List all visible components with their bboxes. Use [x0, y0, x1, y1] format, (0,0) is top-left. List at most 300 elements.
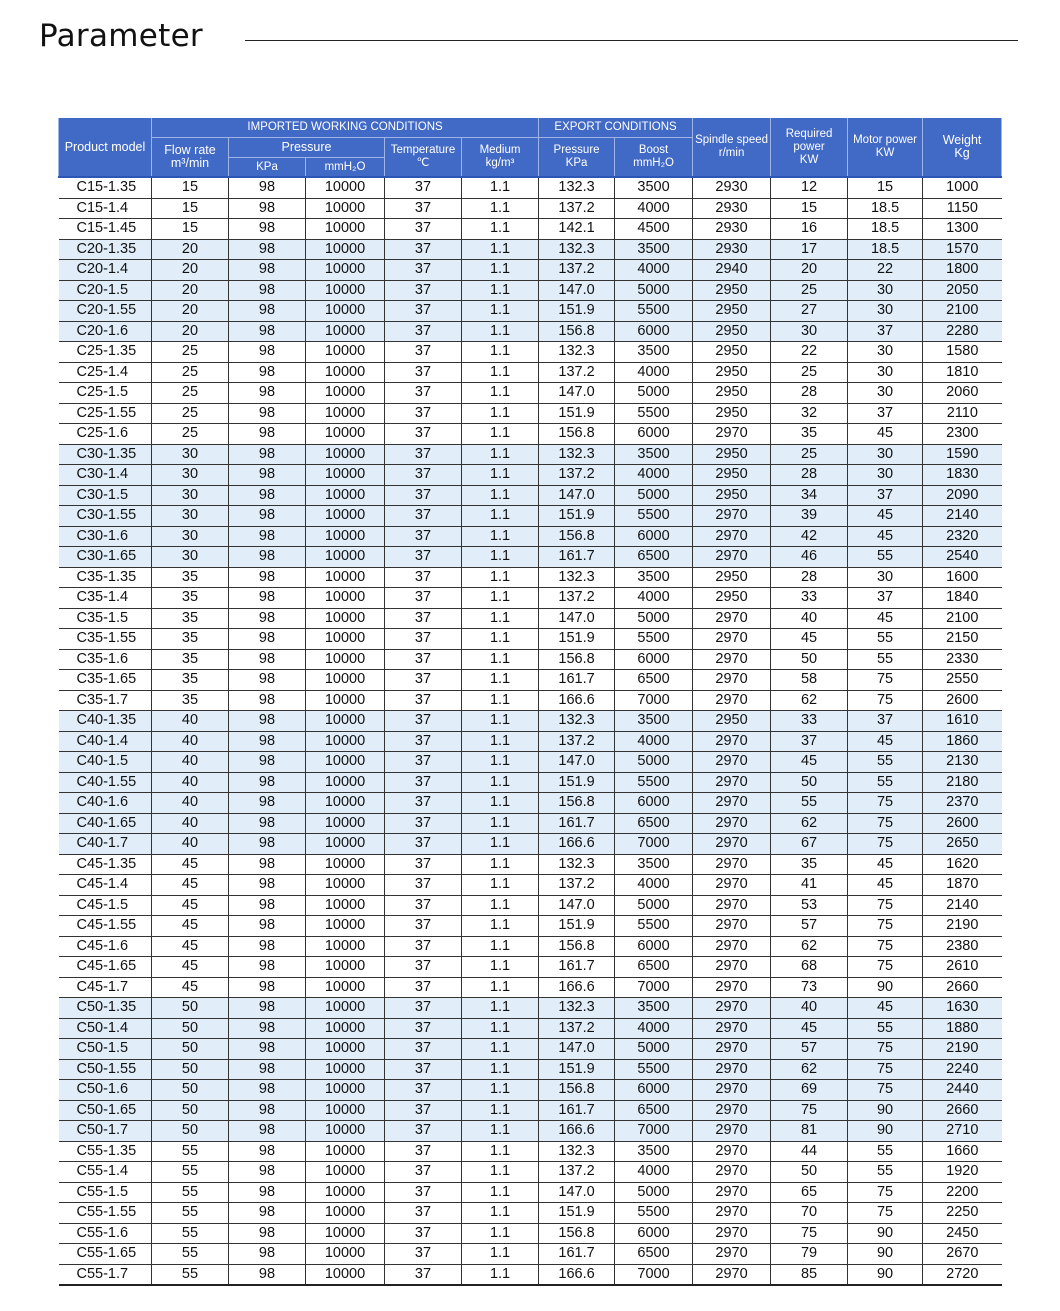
cell-temperature: 37 [385, 219, 462, 240]
cell-temperature: 37 [385, 875, 462, 896]
header-product-model: Product model [59, 118, 152, 177]
cell-required-power: 35 [771, 854, 848, 875]
cell-weight: 2710 [923, 1121, 1002, 1142]
cell-pressure-mmh2o: 10000 [306, 649, 385, 670]
cell-temperature: 37 [385, 506, 462, 527]
cell-export-pressure: 166.6 [539, 690, 615, 711]
cell-temperature: 37 [385, 752, 462, 773]
cell-flow-rate: 20 [152, 239, 229, 260]
cell-motor-power: 75 [848, 690, 923, 711]
cell-flow-rate: 55 [152, 1223, 229, 1244]
cell-flow-rate: 55 [152, 1244, 229, 1265]
cell-spindle-speed: 2950 [693, 321, 771, 342]
table-row [59, 711, 1002, 732]
cell-flow-rate: 15 [152, 177, 229, 198]
cell-weight: 2200 [923, 1182, 1002, 1203]
cell-pressure-mmh2o: 10000 [306, 711, 385, 732]
cell-medium: 1.1 [462, 1039, 539, 1060]
cell-medium: 1.1 [462, 1162, 539, 1183]
cell-required-power: 73 [771, 977, 848, 998]
cell-export-pressure: 132.3 [539, 998, 615, 1019]
cell-spindle-speed: 2970 [693, 1162, 771, 1183]
cell-pressure-mmh2o: 10000 [306, 1244, 385, 1265]
cell-temperature: 37 [385, 403, 462, 424]
cell-pressure-kpa: 98 [229, 1182, 306, 1203]
cell-export-pressure: 132.3 [539, 711, 615, 732]
cell-pressure-mmh2o: 10000 [306, 670, 385, 691]
page-title: Parameter [39, 18, 203, 54]
cell-pressure-mmh2o: 10000 [306, 1039, 385, 1060]
cell-motor-power: 30 [848, 444, 923, 465]
cell-temperature: 37 [385, 670, 462, 691]
cell-medium: 1.1 [462, 772, 539, 793]
table-row [59, 813, 1002, 834]
cell-motor-power: 37 [848, 711, 923, 732]
cell-temperature: 37 [385, 998, 462, 1019]
cell-spindle-speed: 2950 [693, 301, 771, 322]
cell-medium: 1.1 [462, 731, 539, 752]
cell-pressure-kpa: 98 [229, 403, 306, 424]
cell-required-power: 57 [771, 916, 848, 937]
table-row [59, 567, 1002, 588]
cell-pressure-kpa: 98 [229, 321, 306, 342]
cell-export-pressure: 161.7 [539, 547, 615, 568]
cell-weight: 2660 [923, 977, 1002, 998]
cell-spindle-speed: 2970 [693, 772, 771, 793]
table-row [59, 793, 1002, 814]
cell-pressure-kpa: 98 [229, 465, 306, 486]
cell-boost: 6500 [615, 813, 693, 834]
cell-temperature: 37 [385, 1141, 462, 1162]
cell-required-power: 12 [771, 177, 848, 198]
cell-temperature: 37 [385, 936, 462, 957]
cell-pressure-kpa: 98 [229, 198, 306, 219]
cell-export-pressure: 161.7 [539, 957, 615, 978]
cell-weight: 1660 [923, 1141, 1002, 1162]
header-boost: Boost mmH₂O [615, 138, 693, 178]
cell-required-power: 45 [771, 629, 848, 650]
table-row [59, 1182, 1002, 1203]
cell-spindle-speed: 2950 [693, 465, 771, 486]
cell-weight: 2150 [923, 629, 1002, 650]
cell-required-power: 32 [771, 403, 848, 424]
cell-spindle-speed: 2970 [693, 957, 771, 978]
table-row [59, 875, 1002, 896]
cell-required-power: 55 [771, 793, 848, 814]
cell-required-power: 25 [771, 444, 848, 465]
cell-medium: 1.1 [462, 485, 539, 506]
header-required-power: Required power KW [771, 118, 848, 177]
cell-pressure-mmh2o: 10000 [306, 403, 385, 424]
cell-boost: 3500 [615, 444, 693, 465]
cell-flow-rate: 55 [152, 1264, 229, 1285]
cell-required-power: 50 [771, 772, 848, 793]
cell-weight: 2250 [923, 1203, 1002, 1224]
cell-motor-power: 90 [848, 1121, 923, 1142]
cell-spindle-speed: 2970 [693, 424, 771, 445]
cell-required-power: 40 [771, 608, 848, 629]
cell-medium: 1.1 [462, 1018, 539, 1039]
table-row [59, 1100, 1002, 1121]
cell-pressure-mmh2o: 10000 [306, 1121, 385, 1142]
cell-export-pressure: 156.8 [539, 936, 615, 957]
cell-product-model: C45-1.6 [59, 936, 152, 957]
cell-medium: 1.1 [462, 526, 539, 547]
cell-motor-power: 75 [848, 793, 923, 814]
cell-export-pressure: 137.2 [539, 465, 615, 486]
table-row [59, 506, 1002, 527]
cell-boost: 5000 [615, 1182, 693, 1203]
cell-boost: 6500 [615, 1100, 693, 1121]
cell-weight: 2370 [923, 793, 1002, 814]
cell-required-power: 50 [771, 649, 848, 670]
cell-spindle-speed: 2930 [693, 198, 771, 219]
cell-weight: 2670 [923, 1244, 1002, 1265]
cell-export-pressure: 137.2 [539, 362, 615, 383]
cell-medium: 1.1 [462, 506, 539, 527]
cell-product-model: C30-1.35 [59, 444, 152, 465]
cell-pressure-mmh2o: 10000 [306, 280, 385, 301]
cell-export-pressure: 147.0 [539, 485, 615, 506]
cell-product-model: C50-1.65 [59, 1100, 152, 1121]
cell-product-model: C50-1.55 [59, 1059, 152, 1080]
cell-export-pressure: 151.9 [539, 403, 615, 424]
cell-pressure-mmh2o: 10000 [306, 1080, 385, 1101]
table-row [59, 239, 1002, 260]
cell-pressure-kpa: 98 [229, 526, 306, 547]
cell-temperature: 37 [385, 1203, 462, 1224]
cell-boost: 5500 [615, 1059, 693, 1080]
cell-motor-power: 45 [848, 526, 923, 547]
table-row [59, 670, 1002, 691]
cell-weight: 2240 [923, 1059, 1002, 1080]
cell-spindle-speed: 2970 [693, 895, 771, 916]
cell-boost: 4000 [615, 731, 693, 752]
cell-motor-power: 75 [848, 957, 923, 978]
cell-pressure-mmh2o: 10000 [306, 772, 385, 793]
cell-spindle-speed: 2950 [693, 362, 771, 383]
cell-flow-rate: 25 [152, 403, 229, 424]
cell-required-power: 53 [771, 895, 848, 916]
cell-weight: 2100 [923, 301, 1002, 322]
cell-flow-rate: 40 [152, 711, 229, 732]
cell-pressure-mmh2o: 10000 [306, 895, 385, 916]
cell-weight: 1580 [923, 342, 1002, 363]
cell-export-pressure: 137.2 [539, 1018, 615, 1039]
cell-export-pressure: 166.6 [539, 1264, 615, 1285]
cell-motor-power: 75 [848, 1039, 923, 1060]
cell-boost: 7000 [615, 834, 693, 855]
cell-export-pressure: 156.8 [539, 424, 615, 445]
cell-weight: 2090 [923, 485, 1002, 506]
cell-flow-rate: 35 [152, 608, 229, 629]
cell-product-model: C45-1.65 [59, 957, 152, 978]
cell-flow-rate: 20 [152, 301, 229, 322]
cell-weight: 2650 [923, 834, 1002, 855]
cell-medium: 1.1 [462, 1080, 539, 1101]
cell-pressure-mmh2o: 10000 [306, 834, 385, 855]
cell-spindle-speed: 2970 [693, 977, 771, 998]
cell-temperature: 37 [385, 383, 462, 404]
cell-medium: 1.1 [462, 1244, 539, 1265]
table-row [59, 1223, 1002, 1244]
cell-boost: 4000 [615, 198, 693, 219]
cell-flow-rate: 40 [152, 834, 229, 855]
cell-required-power: 62 [771, 813, 848, 834]
cell-pressure-kpa: 98 [229, 1203, 306, 1224]
cell-medium: 1.1 [462, 629, 539, 650]
cell-flow-rate: 45 [152, 854, 229, 875]
cell-pressure-mmh2o: 10000 [306, 177, 385, 198]
cell-medium: 1.1 [462, 280, 539, 301]
cell-medium: 1.1 [462, 977, 539, 998]
cell-export-pressure: 156.8 [539, 649, 615, 670]
cell-pressure-mmh2o: 10000 [306, 1162, 385, 1183]
table-row [59, 629, 1002, 650]
cell-spindle-speed: 2970 [693, 690, 771, 711]
cell-required-power: 16 [771, 219, 848, 240]
cell-export-pressure: 151.9 [539, 772, 615, 793]
cell-weight: 2130 [923, 752, 1002, 773]
cell-weight: 2180 [923, 772, 1002, 793]
cell-motor-power: 45 [848, 854, 923, 875]
cell-weight: 1880 [923, 1018, 1002, 1039]
cell-spindle-speed: 2970 [693, 608, 771, 629]
cell-pressure-kpa: 98 [229, 1018, 306, 1039]
table-row [59, 280, 1002, 301]
cell-product-model: C30-1.4 [59, 465, 152, 486]
cell-spindle-speed: 2970 [693, 793, 771, 814]
cell-motor-power: 90 [848, 1244, 923, 1265]
cell-flow-rate: 35 [152, 649, 229, 670]
table-row [59, 1244, 1002, 1265]
cell-medium: 1.1 [462, 916, 539, 937]
cell-temperature: 37 [385, 1018, 462, 1039]
cell-boost: 5500 [615, 772, 693, 793]
table-row [59, 731, 1002, 752]
cell-export-pressure: 147.0 [539, 895, 615, 916]
cell-boost: 5000 [615, 485, 693, 506]
table-row [59, 957, 1002, 978]
cell-flow-rate: 55 [152, 1141, 229, 1162]
cell-motor-power: 37 [848, 485, 923, 506]
cell-product-model: C35-1.7 [59, 690, 152, 711]
cell-flow-rate: 25 [152, 342, 229, 363]
cell-temperature: 37 [385, 854, 462, 875]
table-row [59, 834, 1002, 855]
cell-product-model: C25-1.5 [59, 383, 152, 404]
cell-product-model: C55-1.55 [59, 1203, 152, 1224]
cell-flow-rate: 30 [152, 506, 229, 527]
cell-temperature: 37 [385, 485, 462, 506]
cell-motor-power: 45 [848, 998, 923, 1019]
cell-motor-power: 75 [848, 834, 923, 855]
cell-temperature: 37 [385, 465, 462, 486]
cell-boost: 6000 [615, 936, 693, 957]
cell-pressure-kpa: 98 [229, 608, 306, 629]
cell-boost: 6000 [615, 321, 693, 342]
cell-boost: 5500 [615, 916, 693, 937]
cell-flow-rate: 50 [152, 1080, 229, 1101]
cell-boost: 5500 [615, 629, 693, 650]
cell-motor-power: 18.5 [848, 219, 923, 240]
cell-pressure-mmh2o: 10000 [306, 793, 385, 814]
cell-medium: 1.1 [462, 1059, 539, 1080]
cell-export-pressure: 147.0 [539, 1039, 615, 1060]
cell-pressure-kpa: 98 [229, 1121, 306, 1142]
cell-export-pressure: 132.3 [539, 1141, 615, 1162]
cell-medium: 1.1 [462, 588, 539, 609]
cell-pressure-mmh2o: 10000 [306, 608, 385, 629]
cell-export-pressure: 151.9 [539, 506, 615, 527]
cell-motor-power: 30 [848, 280, 923, 301]
cell-pressure-mmh2o: 10000 [306, 690, 385, 711]
cell-motor-power: 55 [848, 1141, 923, 1162]
cell-product-model: C15-1.35 [59, 177, 152, 198]
cell-temperature: 37 [385, 588, 462, 609]
cell-boost: 5000 [615, 1039, 693, 1060]
cell-required-power: 62 [771, 936, 848, 957]
table-row [59, 485, 1002, 506]
cell-weight: 2380 [923, 936, 1002, 957]
cell-required-power: 85 [771, 1264, 848, 1285]
cell-boost: 3500 [615, 342, 693, 363]
cell-spindle-speed: 2950 [693, 711, 771, 732]
cell-spindle-speed: 2970 [693, 1018, 771, 1039]
cell-spindle-speed: 2970 [693, 1203, 771, 1224]
table-row [59, 752, 1002, 773]
cell-spindle-speed: 2950 [693, 567, 771, 588]
cell-export-pressure: 147.0 [539, 383, 615, 404]
cell-spindle-speed: 2970 [693, 1080, 771, 1101]
cell-pressure-mmh2o: 10000 [306, 362, 385, 383]
cell-flow-rate: 50 [152, 998, 229, 1019]
cell-medium: 1.1 [462, 854, 539, 875]
cell-medium: 1.1 [462, 198, 539, 219]
cell-flow-rate: 35 [152, 629, 229, 650]
cell-boost: 6500 [615, 1244, 693, 1265]
cell-product-model: C35-1.5 [59, 608, 152, 629]
cell-weight: 1150 [923, 198, 1002, 219]
cell-required-power: 25 [771, 280, 848, 301]
table-body [59, 177, 1002, 1285]
cell-required-power: 79 [771, 1244, 848, 1265]
cell-weight: 1620 [923, 854, 1002, 875]
cell-export-pressure: 137.2 [539, 1162, 615, 1183]
cell-export-pressure: 137.2 [539, 875, 615, 896]
cell-export-pressure: 132.3 [539, 444, 615, 465]
cell-motor-power: 55 [848, 1018, 923, 1039]
cell-export-pressure: 147.0 [539, 752, 615, 773]
cell-pressure-kpa: 98 [229, 1162, 306, 1183]
cell-motor-power: 37 [848, 321, 923, 342]
cell-flow-rate: 30 [152, 465, 229, 486]
cell-pressure-mmh2o: 10000 [306, 629, 385, 650]
cell-boost: 7000 [615, 1121, 693, 1142]
cell-pressure-kpa: 98 [229, 342, 306, 363]
cell-temperature: 37 [385, 957, 462, 978]
cell-boost: 3500 [615, 711, 693, 732]
cell-spindle-speed: 2970 [693, 547, 771, 568]
cell-required-power: 28 [771, 465, 848, 486]
cell-required-power: 20 [771, 260, 848, 281]
table-row [59, 260, 1002, 281]
cell-weight: 1630 [923, 998, 1002, 1019]
cell-pressure-mmh2o: 10000 [306, 342, 385, 363]
cell-flow-rate: 35 [152, 690, 229, 711]
cell-boost: 4500 [615, 219, 693, 240]
cell-export-pressure: 156.8 [539, 1080, 615, 1101]
cell-weight: 2050 [923, 280, 1002, 301]
cell-product-model: C35-1.55 [59, 629, 152, 650]
cell-product-model: C25-1.4 [59, 362, 152, 383]
cell-pressure-mmh2o: 10000 [306, 998, 385, 1019]
cell-boost: 5500 [615, 403, 693, 424]
cell-required-power: 37 [771, 731, 848, 752]
cell-pressure-kpa: 98 [229, 813, 306, 834]
cell-boost: 5000 [615, 752, 693, 773]
cell-spindle-speed: 2970 [693, 1100, 771, 1121]
cell-weight: 1590 [923, 444, 1002, 465]
cell-export-pressure: 137.2 [539, 198, 615, 219]
cell-required-power: 62 [771, 1059, 848, 1080]
cell-temperature: 37 [385, 547, 462, 568]
cell-spindle-speed: 2950 [693, 588, 771, 609]
cell-medium: 1.1 [462, 752, 539, 773]
cell-flow-rate: 50 [152, 1100, 229, 1121]
cell-product-model: C45-1.35 [59, 854, 152, 875]
cell-boost: 5500 [615, 1203, 693, 1224]
cell-product-model: C30-1.55 [59, 506, 152, 527]
cell-weight: 1000 [923, 177, 1002, 198]
cell-flow-rate: 30 [152, 526, 229, 547]
cell-export-pressure: 151.9 [539, 629, 615, 650]
cell-pressure-kpa: 98 [229, 424, 306, 445]
cell-product-model: C55-1.6 [59, 1223, 152, 1244]
cell-weight: 2440 [923, 1080, 1002, 1101]
table-row [59, 465, 1002, 486]
cell-motor-power: 55 [848, 772, 923, 793]
cell-medium: 1.1 [462, 1182, 539, 1203]
cell-motor-power: 75 [848, 1080, 923, 1101]
cell-flow-rate: 20 [152, 321, 229, 342]
cell-pressure-kpa: 98 [229, 1039, 306, 1060]
cell-boost: 3500 [615, 239, 693, 260]
cell-product-model: C30-1.6 [59, 526, 152, 547]
cell-medium: 1.1 [462, 239, 539, 260]
cell-pressure-kpa: 98 [229, 936, 306, 957]
cell-temperature: 37 [385, 1223, 462, 1244]
cell-motor-power: 45 [848, 608, 923, 629]
table-row [59, 895, 1002, 916]
cell-pressure-kpa: 98 [229, 301, 306, 322]
cell-pressure-mmh2o: 10000 [306, 567, 385, 588]
cell-product-model: C35-1.4 [59, 588, 152, 609]
cell-pressure-mmh2o: 10000 [306, 854, 385, 875]
cell-boost: 6000 [615, 649, 693, 670]
cell-motor-power: 18.5 [848, 198, 923, 219]
cell-temperature: 37 [385, 1162, 462, 1183]
cell-boost: 4000 [615, 1018, 693, 1039]
cell-spindle-speed: 2970 [693, 998, 771, 1019]
cell-medium: 1.1 [462, 1203, 539, 1224]
table-header [59, 118, 1002, 177]
cell-required-power: 62 [771, 690, 848, 711]
table-row [59, 649, 1002, 670]
header-weight: Weight Kg [923, 118, 1002, 177]
cell-product-model: C55-1.4 [59, 1162, 152, 1183]
cell-medium: 1.1 [462, 465, 539, 486]
